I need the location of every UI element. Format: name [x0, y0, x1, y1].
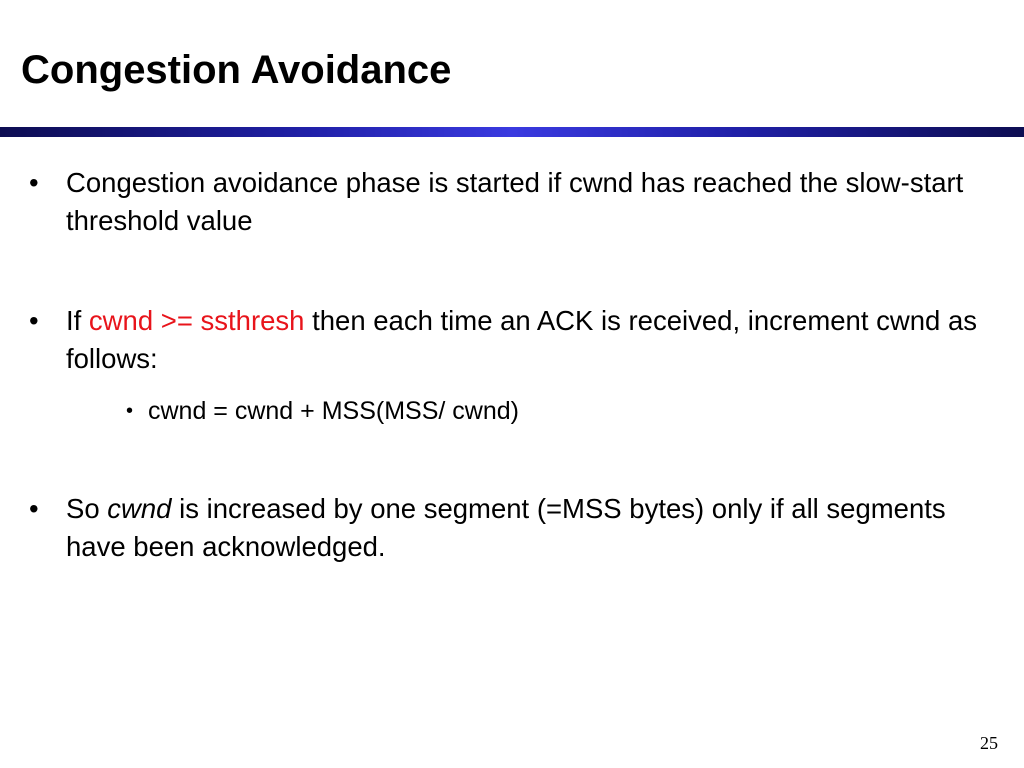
bullet-prefix: So — [66, 493, 108, 524]
bullet-marker: • — [29, 305, 39, 336]
bullet-text: Congestion avoidance phase is started if cwnd has reached the slow-start threshold value — [66, 167, 964, 236]
bullet-marker: • — [29, 493, 39, 524]
bullet-prefix: If — [66, 305, 89, 336]
bullet-suffix: is increased by one segment (=MSS bytes) only if all segments have been acknowledged. — [66, 493, 946, 562]
bullet-cwnd-increment-rule — [29, 302, 1011, 378]
cwnd-formula: cwnd = cwnd + MSS(MSS/ cwnd) — [148, 397, 519, 425]
cwnd-emphasis: cwnd — [107, 493, 172, 524]
bullet-marker: • — [29, 167, 39, 198]
slide-title: Congestion Avoidance — [21, 48, 452, 92]
bullet-suffix: then each time an ACK is received, increment cwnd as follows: — [66, 305, 978, 374]
bullet-cwnd-increase-summary — [29, 490, 1011, 566]
sub-bullet-marker: • — [126, 400, 134, 422]
bullet-congestion-avoidance-start — [29, 164, 1011, 240]
cwnd-ssthresh-condition: cwnd >= ssthresh — [88, 305, 305, 336]
sub-bullet-cwnd-formula — [126, 393, 519, 429]
title-divider — [0, 127, 1024, 137]
page-number: 25 — [980, 733, 998, 753]
